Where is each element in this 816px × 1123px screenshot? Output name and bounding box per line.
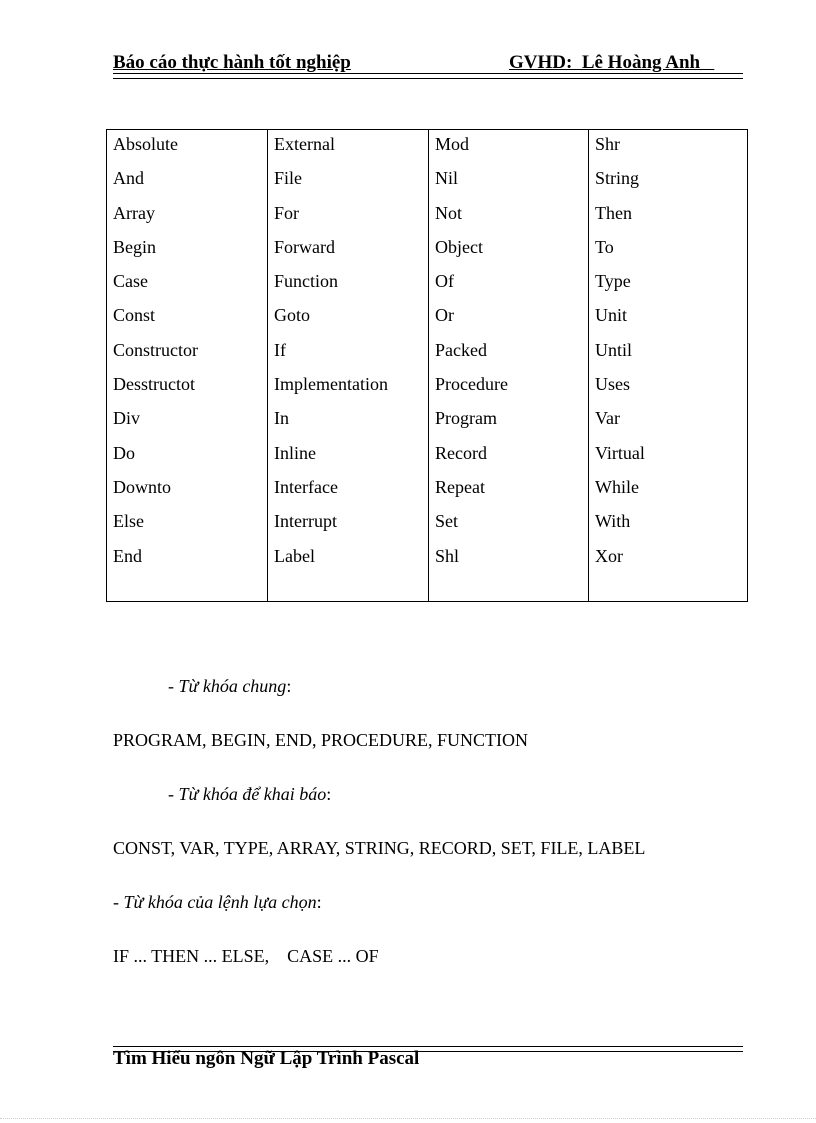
keyword-cell: If (274, 339, 286, 360)
keyword-cell: Desstructot (113, 374, 195, 395)
keyword-cell: Then (595, 202, 632, 223)
keyword-cell: External (274, 134, 335, 154)
keyword-cell: Do (113, 442, 135, 463)
keyword-cell: Inline (274, 442, 316, 463)
label-colon: : (326, 784, 332, 804)
keyword-cell: Or (435, 305, 454, 326)
keywords-column-1 (107, 130, 267, 601)
keyword-cell: Program (435, 408, 497, 429)
selection-keywords-list: IF ... THEN ... ELSE, CASE ... OF (113, 946, 379, 966)
keyword-cell: Downto (113, 476, 171, 497)
declaration-keywords-list: CONST, VAR, TYPE, ARRAY, STRING, RECORD, SET, FILE, LABEL (113, 838, 646, 858)
keyword-cell: Goto (274, 305, 310, 326)
keyword-cell: End (113, 545, 142, 566)
general-keywords-label (168, 676, 291, 697)
keywords-column-2 (267, 130, 428, 601)
keyword-cell: Mod (435, 134, 470, 154)
keyword-cell: Uses (595, 374, 630, 395)
keyword-cell: Interface (274, 476, 338, 497)
keyword-cell: Array (113, 202, 155, 223)
keyword-cell: Set (435, 511, 459, 532)
keyword-cell: To (595, 236, 614, 257)
keyword-cell: Procedure (435, 374, 508, 395)
keyword-cell: Type (595, 271, 631, 292)
declaration-keywords-label (168, 784, 331, 805)
keyword-cell: Until (595, 339, 633, 360)
keyword-cell: And (113, 168, 144, 189)
keyword-cell: Constructor (113, 339, 198, 360)
keyword-cell: Record (435, 442, 487, 463)
keyword-cell: Shr (595, 134, 621, 154)
keyword-cell: Implementation (274, 374, 388, 395)
label-colon: : (316, 892, 322, 912)
label-dash: - (168, 676, 179, 696)
report-title: Báo cáo thực hành tốt nghiệp (113, 52, 351, 73)
keyword-cell: While (595, 476, 639, 497)
instructor-name: GVHD: Lê Hoàng Anh (509, 52, 715, 73)
keyword-cell: Repeat (435, 476, 485, 497)
label-text: Từ khóa của lệnh lựa chọn (123, 892, 317, 912)
keyword-cell: Begin (113, 236, 156, 257)
label-text: Từ khóa để khai báo (178, 784, 327, 804)
page-footer: Tìm Hiểu ngôn Ngữ Lập Trình Pascal (113, 1048, 420, 1069)
keyword-cell: Unit (595, 305, 628, 326)
keyword-cell: Shl (435, 545, 460, 566)
keyword-cell: String (595, 168, 640, 189)
keyword-cell: Object (435, 236, 483, 257)
general-keywords-list: PROGRAM, BEGIN, END, PROCEDURE, FUNCTION (113, 730, 529, 750)
keyword-cell: For (274, 202, 300, 223)
label-text: Từ khóa chung (178, 676, 287, 696)
keyword-cell: Virtual (595, 442, 645, 463)
keyword-cell: With (595, 511, 631, 532)
label-dash: - (168, 784, 179, 804)
page-edge (0, 1118, 816, 1119)
keyword-cell: In (274, 408, 289, 429)
keyword-cell: Of (435, 271, 454, 292)
keyword-cell: Packed (435, 339, 487, 360)
keyword-cell: Label (274, 545, 315, 566)
keyword-cell: Interrupt (274, 511, 337, 532)
keyword-cell: File (274, 168, 303, 189)
label-colon: : (286, 676, 292, 696)
keyword-cell: Forward (274, 236, 335, 257)
header-rule (113, 73, 743, 79)
keyword-cell: Absolute (113, 134, 178, 154)
keyword-cell: Function (274, 271, 339, 292)
keyword-cell: Var (595, 408, 620, 429)
keyword-cell: Xor (595, 545, 623, 566)
keyword-cell: Nil (435, 168, 459, 189)
label-dash: - (113, 892, 124, 912)
keyword-cell: Div (113, 408, 140, 429)
keywords-column-3 (428, 130, 588, 601)
keyword-cell: Case (113, 271, 148, 292)
selection-keywords-label (113, 892, 322, 913)
keyword-cell: Const (113, 305, 156, 326)
keywords-table (106, 129, 748, 602)
keywords-column-4 (588, 130, 747, 601)
keyword-cell: Else (113, 511, 144, 532)
keyword-cell: Not (435, 202, 462, 223)
